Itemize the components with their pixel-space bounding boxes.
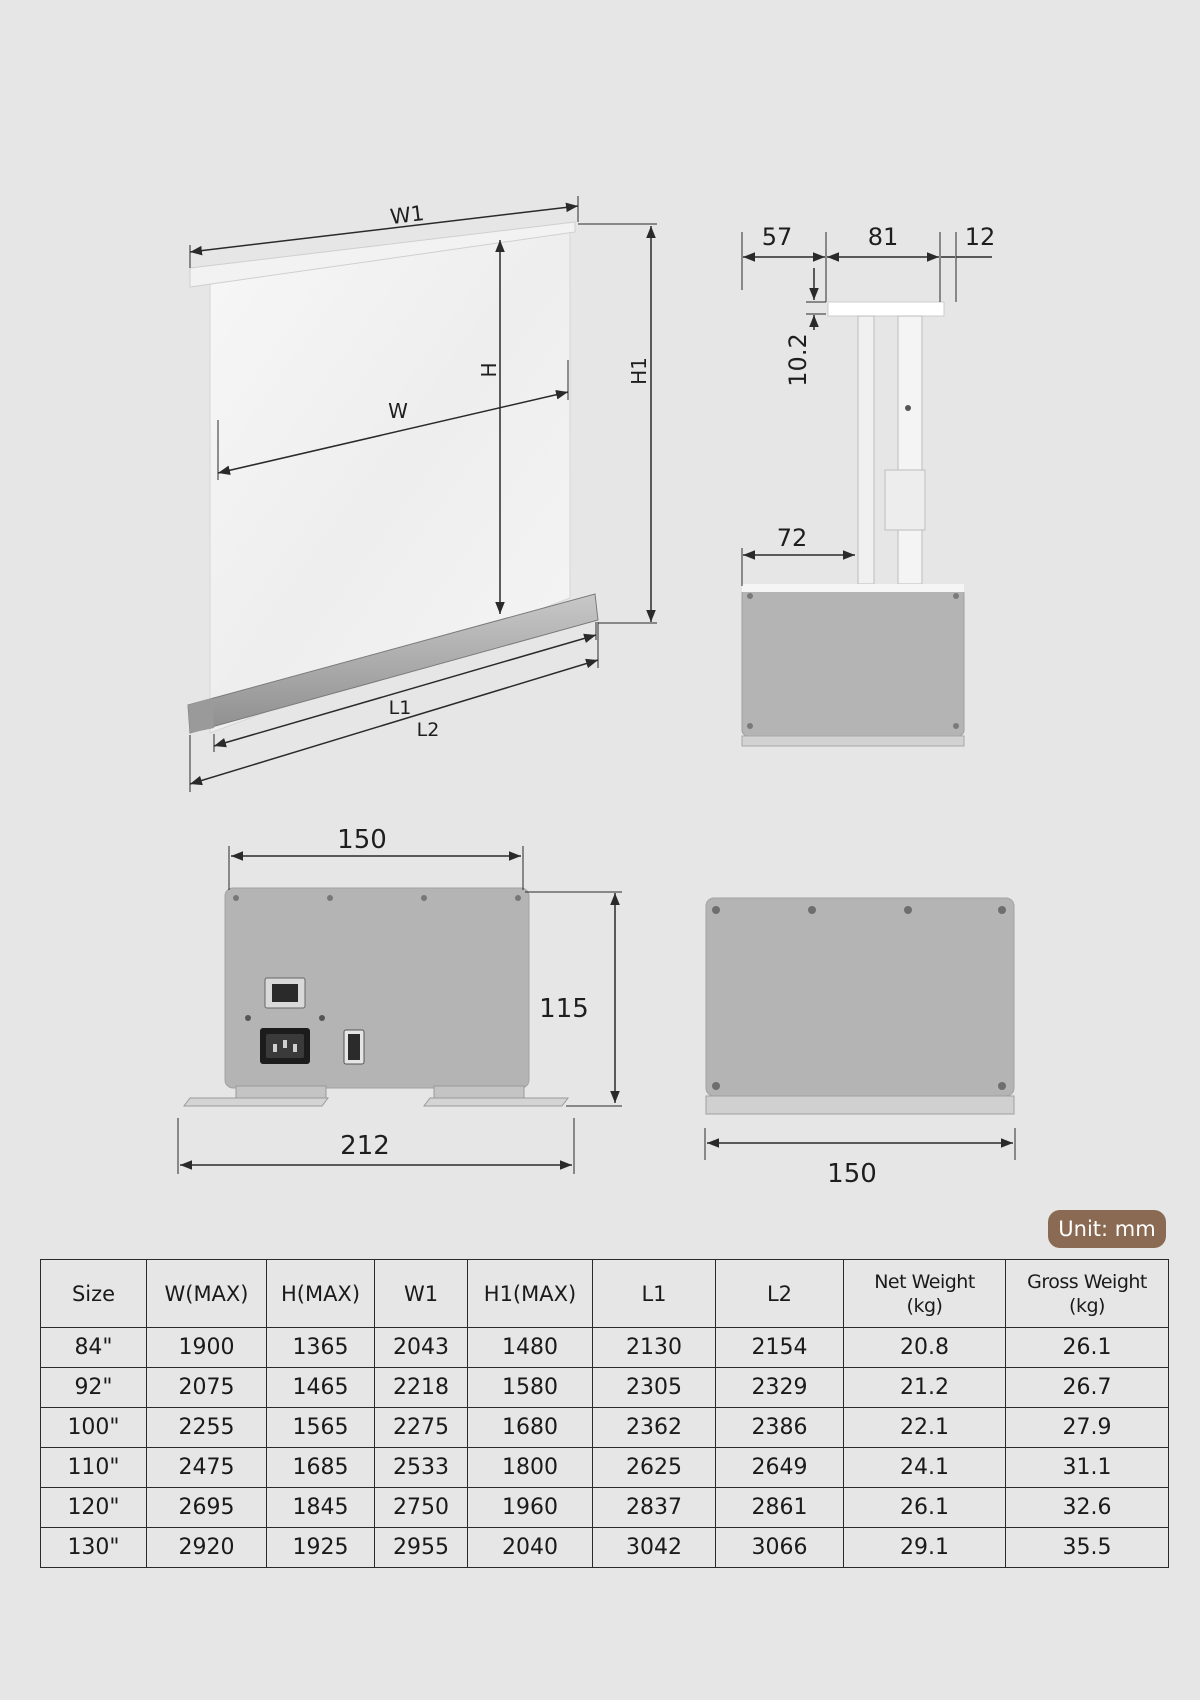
col-hmax-header: H(MAX) (267, 1260, 375, 1328)
table-row (41, 1488, 1169, 1528)
table-cell: 2329 (716, 1368, 844, 1408)
table-cell: 35.5 (1006, 1528, 1169, 1568)
end-view-right (705, 898, 1015, 1189)
table-row (41, 1368, 1169, 1408)
table-cell: 2625 (593, 1448, 716, 1488)
col-l2-header: L2 (716, 1260, 844, 1328)
front-arm (858, 316, 874, 584)
table-cell: 120" (41, 1488, 147, 1528)
table-cell: 1800 (468, 1448, 593, 1488)
col-wmax-header: W(MAX) (147, 1260, 267, 1328)
side-feet (742, 736, 964, 746)
table-cell: 2130 (593, 1328, 716, 1368)
dim-10-2-label: 10.2 (784, 333, 812, 387)
table-header-row (41, 1260, 1169, 1328)
dim-w1-label: W1 (388, 201, 426, 230)
table-cell: 1465 (267, 1368, 375, 1408)
table-cell: 1925 (267, 1528, 375, 1568)
table-cell: 2861 (716, 1488, 844, 1528)
table-cell: 27.9 (1006, 1408, 1169, 1448)
table-cell: 21.2 (844, 1368, 1006, 1408)
dim-h1-label: H1 (627, 357, 651, 385)
table-cell: 22.1 (844, 1408, 1006, 1448)
table-cell: 84" (41, 1328, 147, 1368)
table-cell: 26.1 (844, 1488, 1006, 1528)
foot-right (424, 1098, 568, 1106)
table-body (41, 1328, 1169, 1568)
dim-57-label: 57 (761, 223, 793, 251)
col-net-weight-header: Net Weight (kg) (844, 1260, 1006, 1328)
end-view-left (178, 825, 622, 1174)
table-cell: 24.1 (844, 1448, 1006, 1488)
table-cell: 1900 (147, 1328, 267, 1368)
dim-l2-label: L2 (416, 719, 440, 741)
table-cell: 2043 (375, 1328, 468, 1368)
table-cell: 29.1 (844, 1528, 1006, 1568)
front-view (188, 196, 657, 792)
table-row (41, 1448, 1169, 1488)
table-cell: 26.1 (1006, 1328, 1169, 1368)
table-cell: 1580 (468, 1368, 593, 1408)
table-cell: 3042 (593, 1528, 716, 1568)
table-cell: 32.6 (1006, 1488, 1169, 1528)
top-cap (828, 302, 944, 316)
table-cell: 31.1 (1006, 1448, 1169, 1488)
table-cell: 1685 (267, 1448, 375, 1488)
table-row (41, 1328, 1169, 1368)
spec-table (40, 1259, 1169, 1568)
table-cell: 2305 (593, 1368, 716, 1408)
table-cell: 2955 (375, 1528, 468, 1568)
table-cell: 1480 (468, 1328, 593, 1368)
table-cell: 1565 (267, 1408, 375, 1448)
table-cell: 26.7 (1006, 1368, 1169, 1408)
table-cell: 2750 (375, 1488, 468, 1528)
foot-left (184, 1098, 328, 1106)
table-cell: 2475 (147, 1448, 267, 1488)
dim-150-bottom-label: 150 (827, 1159, 877, 1189)
table-cell: 2075 (147, 1368, 267, 1408)
dim-115-label: 115 (539, 994, 589, 1024)
col-size-header: Size (41, 1260, 147, 1328)
table-cell: 2040 (468, 1528, 593, 1568)
dim-h-label: H (477, 362, 501, 378)
table-cell: 130" (41, 1528, 147, 1568)
table-cell: 1845 (267, 1488, 375, 1528)
dim-81-label: 81 (867, 223, 899, 251)
dim-150-top-label: 150 (337, 825, 387, 855)
table-cell: 2386 (716, 1408, 844, 1448)
pivot-screw (905, 405, 911, 411)
end-housing-right (706, 898, 1014, 1096)
table-cell: 2218 (375, 1368, 468, 1408)
unit-badge: Unit: mm (1048, 1210, 1166, 1248)
table-cell: 1365 (267, 1328, 375, 1368)
dim-l1-label: L1 (388, 697, 412, 719)
right-feet (706, 1096, 1014, 1114)
upper-arm (898, 316, 922, 584)
side-view (742, 223, 995, 746)
table-cell: 20.8 (844, 1328, 1006, 1368)
dim-72-label: 72 (776, 524, 808, 552)
table-cell: 2920 (147, 1528, 267, 1568)
table-cell: 3066 (716, 1528, 844, 1568)
col-w1-header: W1 (375, 1260, 468, 1328)
hinge-block (885, 470, 925, 530)
dim-212-label: 212 (340, 1131, 390, 1161)
table-cell: 100" (41, 1408, 147, 1448)
side-housing-top (742, 584, 964, 592)
table-cell: 110" (41, 1448, 147, 1488)
table-cell: 1680 (468, 1408, 593, 1448)
table-cell: 2275 (375, 1408, 468, 1448)
bottom-housing-end (188, 698, 214, 733)
col-h1max-header: H1(MAX) (468, 1260, 593, 1328)
table-cell: 2837 (593, 1488, 716, 1528)
table-cell: 2533 (375, 1448, 468, 1488)
table-row (41, 1528, 1169, 1568)
table-cell: 92" (41, 1368, 147, 1408)
table-row (41, 1408, 1169, 1448)
table-cell: 2362 (593, 1408, 716, 1448)
table-cell: 2255 (147, 1408, 267, 1448)
table-cell: 2154 (716, 1328, 844, 1368)
col-l1-header: L1 (593, 1260, 716, 1328)
side-housing (742, 588, 964, 736)
col-gross-weight-header: Gross Weight (kg) (1006, 1260, 1169, 1328)
dim-12-label: 12 (964, 223, 996, 251)
dim-w-label: W (388, 399, 408, 423)
table-cell: 2649 (716, 1448, 844, 1488)
table-cell: 2695 (147, 1488, 267, 1528)
table-cell: 1960 (468, 1488, 593, 1528)
